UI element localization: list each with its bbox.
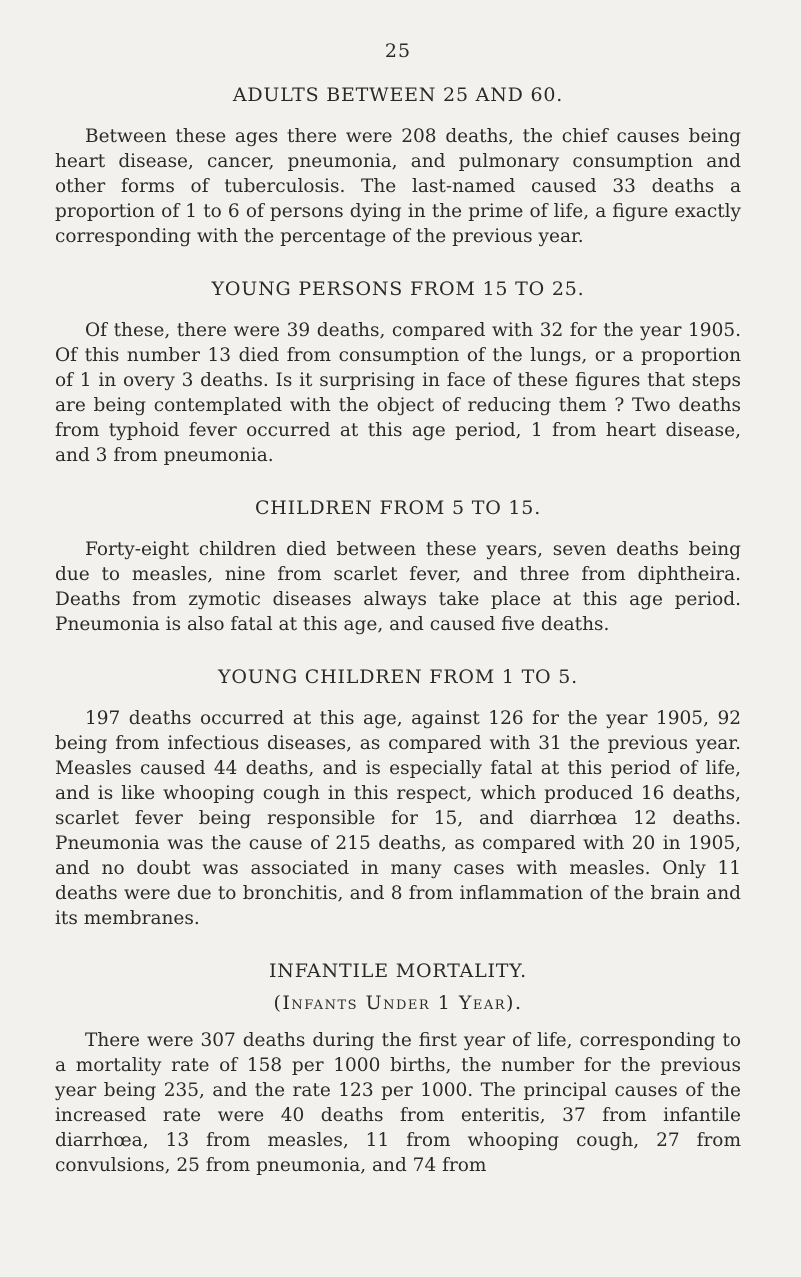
section-heading-infantile-mortality: INFANTILE MORTALITY. xyxy=(269,960,527,982)
section-paragraph-children: Forty-eight children died between these years, seven deaths being due to measles, nine from scarlet fever, and three from diphtheira. Deaths from zymotic diseases always take place at this age period. Pneumonia is also fatal at this age, and caused five deaths. xyxy=(55,539,741,635)
section-paragraph-adults: Between these ages there were 208 deaths, the chief causes being heart disease, cancer, pneumonia, and pulmonary consumption and other forms of tuberculosis. The last-named caused 33 deaths a proportion of 1 to 6 of persons dying in the prime of life, a figure exactly corresponding with the percentage of the previous year. xyxy=(55,126,741,247)
section-paragraph-young-children: 197 deaths occurred at this age, against 126 for the year 1905, 92 being from infectious diseases, as compared with 31 the previous year. Measles caused 44 deaths, and is especially fatal at this period of life, and is like whooping cough in this respect, which produced 16 deaths, scarlet fever being responsible for 15, and diarrhœa 12 deaths. Pneumonia was the cause of 215 deaths, as compared with 20 in 1905, and no doubt was associated in many cases with measles. Only 11 deaths were due to bronchitis, and 8 from inflammation of the brain and its membranes. xyxy=(55,708,741,929)
section-heading-adults: ADULTS BETWEEN 25 AND 60. xyxy=(232,84,564,106)
section-paragraph-young-persons: Of these, there were 39 deaths, compared with 32 for the year 1905. Of this number 13 died from consumption of the lungs, or a proportion of 1 in overy 3 deaths. Is it surprising in face of these figures that steps are being contemplated with the object of reducing them ? Two deaths from typhoid fever occurred at this age period, 1 from heart disease, and 3 from pneumonia. xyxy=(55,320,741,466)
section-heading-young-children: YOUNG CHILDREN FROM 1 TO 5. xyxy=(218,666,578,688)
section-subheading-infants: (Infants Under 1 Year). xyxy=(273,992,523,1014)
section-heading-young-persons: YOUNG PERSONS FROM 15 TO 25. xyxy=(211,278,585,300)
page-number: 25 xyxy=(384,40,412,62)
section-heading-children: CHILDREN FROM 5 TO 15. xyxy=(254,497,542,519)
section-paragraph-infantile-mortality: There were 307 deaths during the first year of life, corresponding to a mortality rate of 158 per 1000 births, the number for the previous year being 235, and the rate 123 per 1000. The principal causes of the increased rate were 40 deaths from enteritis, 37 from infantile diarrhœa, 13 from measles, 11 from whooping cough, 27 from convulsions, 25 from pneumonia, and 74 from xyxy=(55,1030,741,1176)
